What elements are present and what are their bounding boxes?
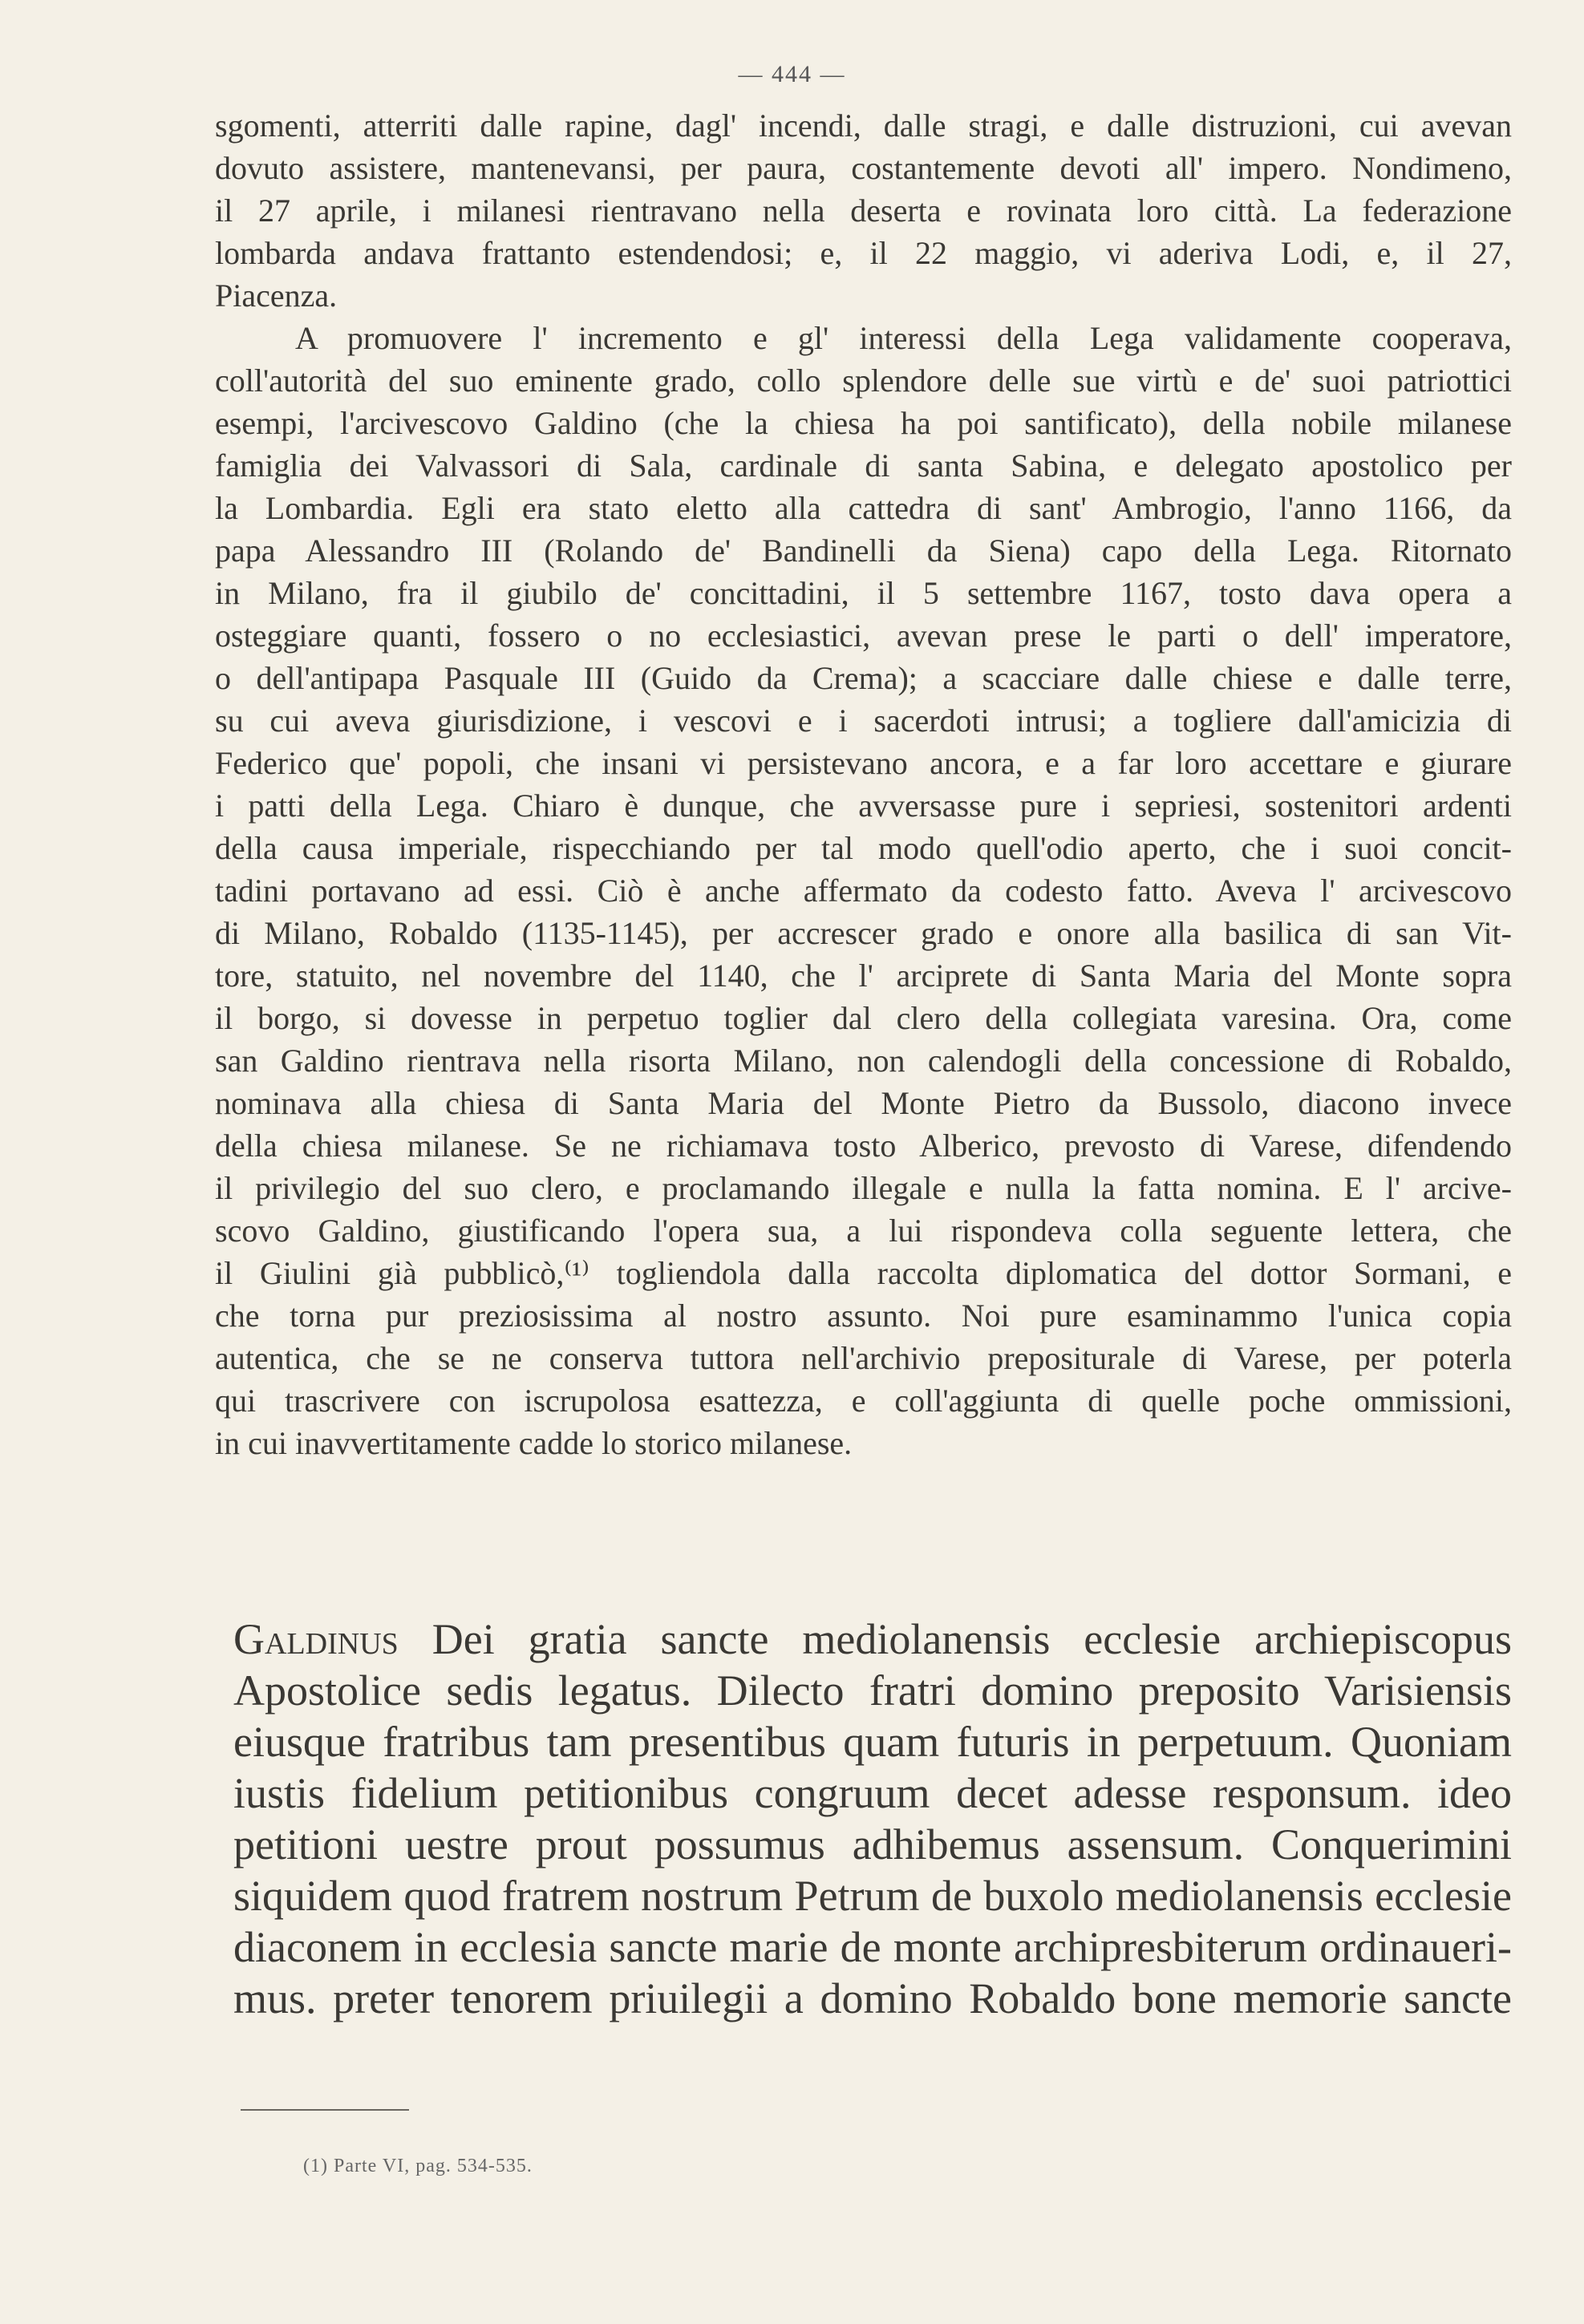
text-line: A promuovere l' incremento e gl' interessi della Lega validamente cooperava, — [295, 320, 1512, 356]
text-line: nominava alla chiesa di Santa Maria del Monte Pietro da Bussolo, diacono invece — [215, 1085, 1512, 1121]
text-line: su cui aveva giurisdizione, i vescovi e i sacerdoti intrusi; a togliere dall'amicizia di — [215, 702, 1512, 739]
text-line: dovuto assistere, mantenevansi, per paura, costantemente devoti all' impero. Nondimeno, — [215, 150, 1512, 186]
text-line: il privilegio del suo clero, e proclamando illegale e nulla la fatta nomina. E l' arcive- — [215, 1170, 1512, 1206]
text-line: il 27 aprile, i milanesi rientravano nella deserta e rovinata loro città. La federazione — [215, 192, 1512, 229]
text-line: della causa imperiale, rispecchiando per tal modo quell'odio aperto, che i suoi concit- — [215, 830, 1512, 866]
letter-line — [233, 1613, 1512, 1665]
footnote-divider — [241, 2109, 409, 2111]
text-line: lombarda andava frattanto estendendosi; e, il 22 maggio, vi aderiva Lodi, e, il 27, — [215, 235, 1512, 271]
letter-line: mus. preter tenorem priuilegii a domino Robaldo bone memorie sancte — [233, 1974, 1512, 2022]
letter-line: petitioni uestre prout possumus adhibemus assensum. Conquerimini — [233, 1820, 1512, 1869]
text-line: Piacenza. — [215, 277, 338, 314]
text-line: tore, statuito, nel novembre del 1140, che l' arciprete di Santa Maria del Monte sopra — [215, 958, 1512, 994]
text-line: osteggiare quanti, fossero o no ecclesiastici, avevan prese le parti o dell' imperatore, — [215, 617, 1512, 654]
letter-line: diaconem in ecclesia sancte marie de monte archipresbiterum ordinaueri- — [233, 1923, 1512, 1971]
letter-opening: Galdinus — [233, 1615, 399, 1663]
letter-text — [233, 1613, 1512, 2024]
body-text — [215, 104, 1512, 1464]
letter-line: eiusque fratribus tam presentibus quam futuris in perpetuum. Quoniam — [233, 1718, 1512, 1766]
text-line: scovo Galdino, giustificando l'opera sua, a lui rispondeva colla seguente lettera, che — [215, 1213, 1512, 1249]
text-line: in cui inavvertitamente cadde lo storico milanese. — [215, 1425, 853, 1461]
text-line: san Galdino rientrava nella risorta Milano, non calendogli della concessione di Robaldo, — [215, 1043, 1512, 1079]
page-number: — 444 — — [738, 61, 846, 87]
text-line: di Milano, Robaldo (1135-1145), per accrescer grado e onore alla basilica di san Vit- — [215, 915, 1512, 951]
text-line: o dell'antipapa Pasquale III (Guido da Crema); a scacciare dalle chiese e dalle terre, — [215, 660, 1512, 696]
letter-line: Apostolice sedis legatus. Dilecto fratri domino preposito Varisiensis — [233, 1666, 1512, 1715]
text-line: la Lombardia. Egli era stato eletto alla cattedra di sant' Ambrogio, l'anno 1166, da — [215, 490, 1512, 526]
letter-line: iustis fidelium petitionibus congruum decet adesse responsum. ideo — [233, 1769, 1512, 1817]
letter-line-text: Dei gratia sancte mediolanensis ecclesie archiepiscopus — [398, 1615, 1512, 1663]
letter-line: siquidem quod fratrem nostrum Petrum de buxolo mediolanensis ecclesie — [233, 1872, 1512, 1920]
text-line: autentica, che se ne conserva tuttora nell'archivio prepositurale di Varese, per poterla — [215, 1340, 1512, 1376]
text-line: coll'autorità del suo eminente grado, collo splendore delle sue virtù e de' suoi patriottici — [215, 362, 1512, 399]
text-line: papa Alessandro III (Rolando de' Bandinelli da Siena) capo della Lega. Ritornato — [215, 532, 1512, 569]
text-line: in Milano, fra il giubilo de' concittadini, il 5 settembre 1167, tosto dava opera a — [215, 575, 1512, 611]
text-line: che torna pur preziosissima al nostro assunto. Noi pure esaminammo l'unica copia — [215, 1298, 1512, 1334]
text-line: Federico que' popoli, che insani vi persistevano ancora, e a far loro accettare e giurare — [215, 745, 1512, 781]
text-line: il borgo, si dovesse in perpetuo toglier dal clero della collegiata varesina. Ora, come — [215, 1000, 1512, 1036]
text-line: famiglia dei Valvassori di Sala, cardinale di santa Sabina, e delegato apostolico per — [215, 447, 1512, 484]
text-line: esempi, l'arcivescovo Galdino (che la chiesa ha poi santificato), della nobile milanese — [215, 405, 1512, 441]
text-line: della chiesa milanese. Se ne richiamava tosto Alberico, prevosto di Varese, difendendo — [215, 1128, 1512, 1164]
text-line: sgomenti, atterriti dalle rapine, dagl' incendi, dalle stragi, e dalle distruzioni, cui avevan — [215, 107, 1512, 144]
text-line: qui trascrivere con iscrupolosa esattezza, e coll'aggiunta di quelle poche ommissioni, — [215, 1383, 1512, 1419]
footnote: (1) Parte VI, pag. 534-535. — [303, 2156, 533, 2176]
text-line: i patti della Lega. Chiaro è dunque, che avversasse pure i sepriesi, sostenitori ardenti — [215, 787, 1512, 824]
text-line: tadini portavano ad essi. Ciò è anche affermato da codesto fatto. Aveva l' arcivescovo — [215, 873, 1512, 909]
text-line: il Giulini già pubblicò,⁽¹⁾ togliendola dalla raccolta diplomatica del dottor Sormani, e — [215, 1255, 1512, 1291]
